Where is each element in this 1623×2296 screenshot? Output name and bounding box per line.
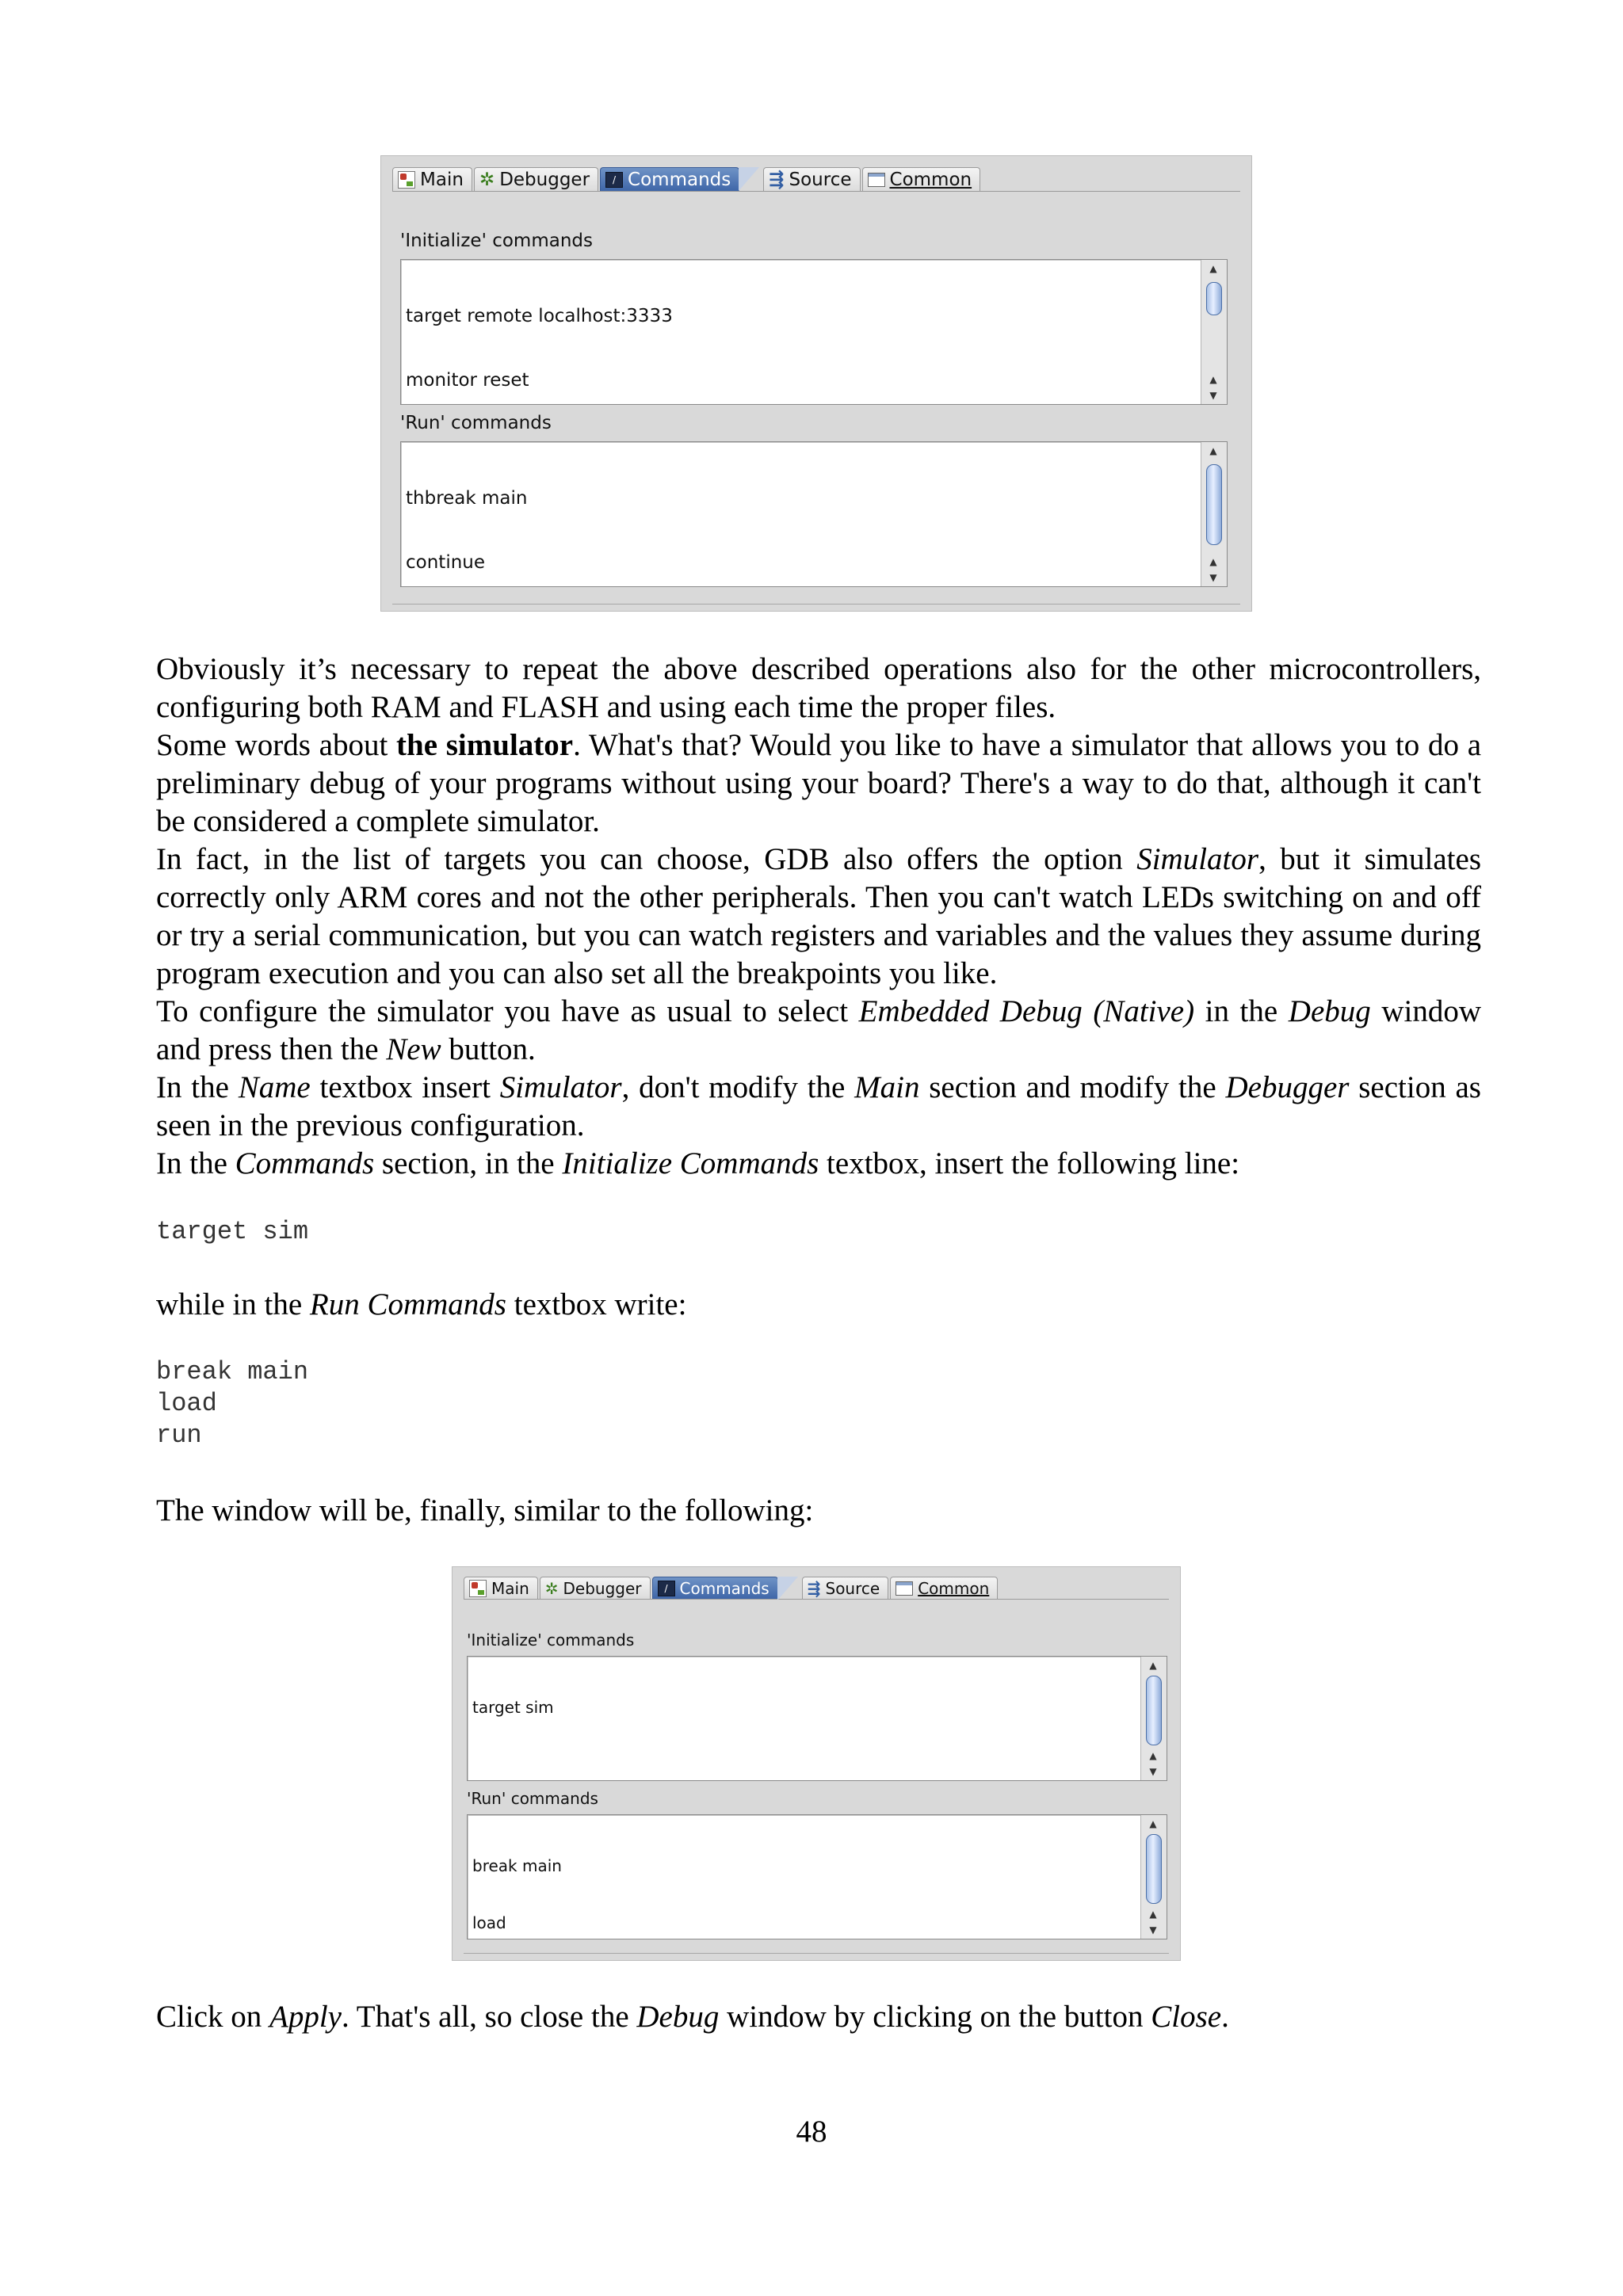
scroll-down-icon[interactable]: ▼: [1209, 572, 1217, 583]
paragraph-simulator-intro: Some words about the simulator. What's that? Would you like to have a simulator that allows you to do a preliminary debug of your programs without using your board? There's a way to do that, although it can't be considered a complete simulator.: [156, 728, 1482, 838]
tab-debugger[interactable]: [474, 167, 598, 191]
paragraph-window-similar: The window will be, finally, similar to the following:: [156, 1493, 814, 1527]
bug-icon: ✲: [479, 169, 495, 190]
tab-common[interactable]: [862, 167, 981, 191]
tab-main[interactable]: [392, 167, 472, 191]
scroll-up-icon[interactable]: ▲: [1209, 556, 1217, 567]
run-commands-textbox[interactable]: [467, 1814, 1167, 1939]
paragraph-click-apply: Click on Apply. That's all, so close the Debug window by clicking on the button Close.: [156, 2000, 1229, 2034]
scroll-thumb[interactable]: [1146, 1676, 1162, 1745]
console-icon: /: [605, 172, 623, 188]
paragraph-run-commands: while in the Run Commands textbox write:: [156, 1287, 687, 1322]
scroll-up-icon[interactable]: ▲: [1209, 445, 1217, 456]
source-icon: ⇶: [807, 1578, 821, 1598]
tab-bar: [464, 1577, 1169, 1600]
scroll-down-icon[interactable]: ▼: [1209, 390, 1217, 401]
tab-source[interactable]: [802, 1577, 888, 1599]
tab-commands[interactable]: [600, 167, 739, 191]
tab-debugger[interactable]: [540, 1577, 651, 1599]
tab-common[interactable]: [890, 1577, 998, 1599]
scroll-thumb[interactable]: [1206, 464, 1222, 545]
window-icon: [868, 173, 885, 187]
scroll-thumb[interactable]: [1146, 1834, 1162, 1904]
tab-main[interactable]: [464, 1577, 538, 1599]
run-commands-scrollbar[interactable]: [1140, 1815, 1167, 1939]
paragraph-repeat-operations: Obviously it’s necessary to repeat the above described operations also for the other microcontrollers, configuring both RAM and FLASH and using each time the proper files.: [156, 652, 1481, 724]
paragraph-configure-simulator: To configure the simulator you have as usual to select Embedded Debug (Native) in the Debug window and press then the New button.: [156, 994, 1481, 1066]
tab-commands-label: Commands: [679, 1578, 769, 1598]
initialize-commands-text: target sim: [472, 1698, 554, 1717]
scroll-down-icon[interactable]: ▼: [1149, 1924, 1157, 1936]
scroll-down-icon[interactable]: ▼: [1149, 1766, 1157, 1777]
tab-source-label: Source: [825, 1578, 880, 1598]
window-icon: [896, 1581, 913, 1596]
console-icon: /: [658, 1581, 675, 1596]
run-commands-textbox[interactable]: [400, 441, 1228, 587]
main-tab-icon: [469, 1580, 487, 1597]
paragraph-name-textbox: In the Name textbox insert Simulator, don't modify the Main section and modify the Debugger section as seen in the previous configuration.: [156, 1070, 1481, 1142]
tab-debugger-label: Debugger: [563, 1578, 642, 1598]
dialog-bottom-edge: [392, 604, 1240, 606]
initialize-commands-text: target remote localhost:3333 monitor reset: [406, 306, 673, 391]
tab-debugger-label: Debugger: [499, 169, 590, 190]
scroll-up-icon[interactable]: ▲: [1149, 1909, 1157, 1920]
bug-icon: ✲: [544, 1578, 559, 1598]
source-icon: ⇶: [769, 169, 785, 190]
scroll-up-icon[interactable]: ▲: [1209, 263, 1217, 274]
tab-main-label: Main: [420, 169, 464, 190]
run-commands-scrollbar[interactable]: [1201, 442, 1227, 586]
tab-common-label: Common: [889, 169, 972, 190]
scroll-thumb[interactable]: [1206, 282, 1222, 315]
initialize-commands-label: 'Initialize' commands: [467, 1630, 635, 1650]
dialog-bottom-edge: [464, 1953, 1169, 1955]
initialize-commands-label: 'Initialize' commands: [400, 231, 593, 251]
tab-bar: [392, 167, 1240, 192]
tab-source-label: Source: [789, 169, 852, 190]
tab-commands-label: Commands: [628, 169, 731, 190]
tab-common-label: Common: [918, 1578, 990, 1598]
commands-dialog-screenshot-2: [452, 1566, 1181, 1961]
code-run-commands: break main load run: [156, 1357, 309, 1450]
code-target-sim: target sim: [156, 1217, 309, 1246]
run-commands-label: 'Run' commands: [467, 1789, 598, 1808]
paragraph-simulator-targets: In fact, in the list of targets you can choose, GDB also offers the option Simulator, but it simulates correctly only ARM cores and not the other peripherals. Then you can't watch LEDs switching on and off or try a serial communication, but you can watch registers and variables and the values they assume during program execution and you can also set all the breakpoints you like.: [156, 842, 1481, 990]
main-tab-icon: [398, 171, 415, 189]
tab-commands[interactable]: [652, 1577, 778, 1599]
run-commands-text: thbreak main continue: [406, 488, 528, 573]
initialize-commands-scrollbar[interactable]: [1201, 260, 1227, 404]
scroll-up-icon[interactable]: ▲: [1209, 374, 1217, 385]
tab-source[interactable]: [763, 167, 860, 191]
run-commands-label: 'Run' commands: [400, 413, 552, 433]
paragraph-commands-section: In the Commands section, in the Initialize Commands textbox, insert the following line:: [156, 1146, 1240, 1180]
tab-main-label: Main: [491, 1578, 529, 1598]
page-number: 48: [796, 2115, 827, 2149]
initialize-commands-textbox[interactable]: [400, 259, 1228, 405]
initialize-commands-textbox[interactable]: [467, 1656, 1167, 1781]
run-commands-text: break main load: [472, 1856, 562, 1932]
commands-dialog-screenshot-1: [380, 155, 1252, 612]
scroll-up-icon[interactable]: ▲: [1149, 1818, 1157, 1829]
scroll-up-icon[interactable]: ▲: [1149, 1660, 1157, 1671]
initialize-commands-scrollbar[interactable]: [1140, 1657, 1167, 1780]
scroll-up-icon[interactable]: ▲: [1149, 1750, 1157, 1761]
